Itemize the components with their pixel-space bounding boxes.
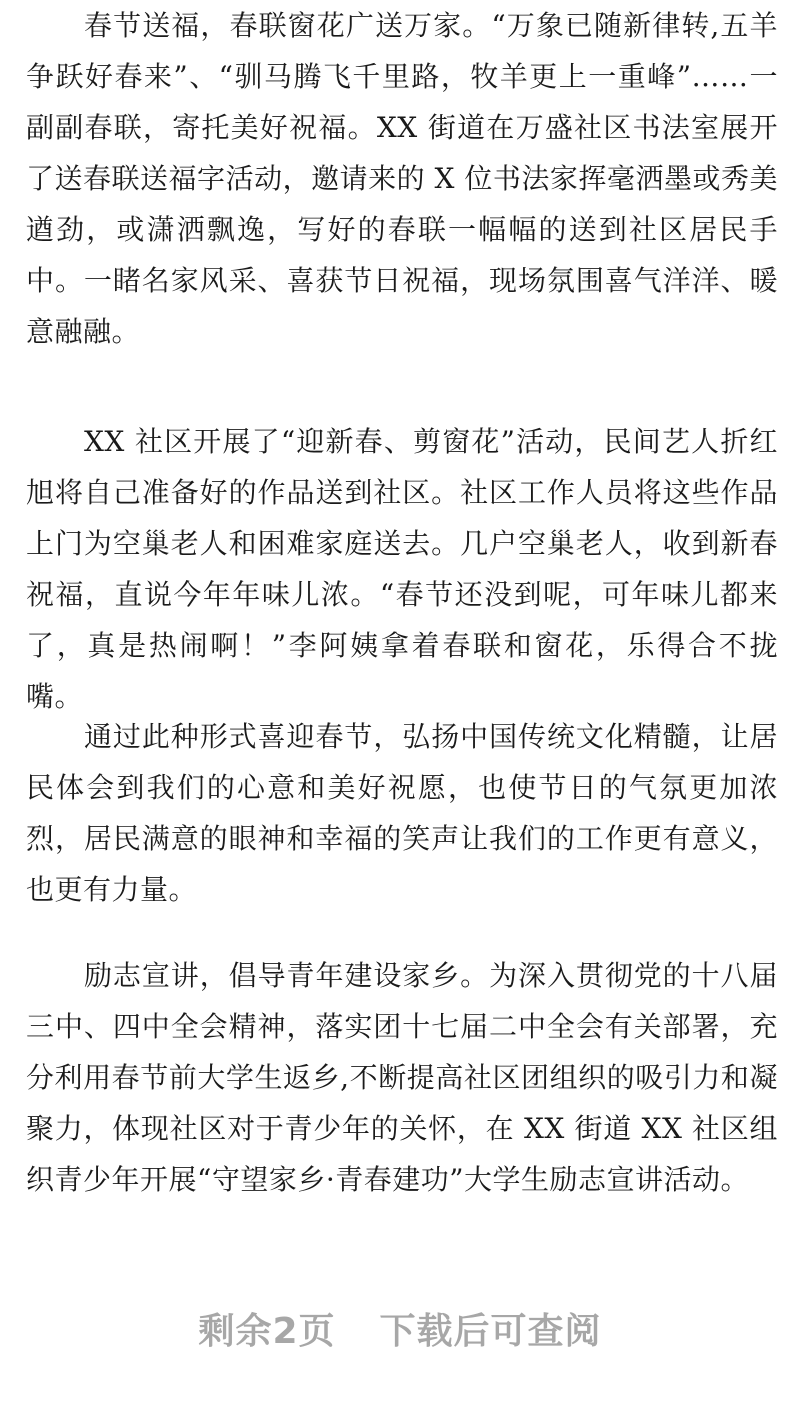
paragraph-youth-lecture: 励志宣讲，倡导青年建设家乡。为深入贯彻党的十八届三中、四中全会精神，落实团十七届二中全会有关部署，充分利用春节前大学生返乡,不断提高社区团组织的吸引力和凝聚力，体现社区对于青少年的关怀，在 XX 街道 XX 社区组织青少年开展“守望家乡·青春建功”大学生励志宣讲活动。 [26, 959, 778, 1196]
remaining-pages-label: 剩余2页 [198, 1311, 336, 1352]
paragraph-tradition: 通过此种形式喜迎春节，弘扬中国传统文化精髓，让居民体会到我们的心意和美好祝愿，也使节日的气氛更加浓烈，居民满意的眼神和幸福的笑声让我们的工作更有意义，也更有力量。 [26, 720, 778, 906]
paragraph-paper-cutting: XX 社区开展了“迎新春、剪窗花”活动，民间艺人折红旭将自己准备好的作品送到社区。社区工作人员将这些作品上门为空巢老人和困难家庭送去。几户空巢老人，收到新春祝福，直说今年年味儿浓。“春节还没到呢，可年味儿都来了，真是热闹啊！”李阿姨拿着春联和窗花，乐得合不拢嘴。 [26, 425, 778, 713]
download-prompt[interactable] [0, 1303, 800, 1354]
download-hint-label: 下载后可查阅 [379, 1311, 602, 1352]
paragraph-spring-couplets: 春节送福，春联窗花广送万家。“万象已随新律转,五羊争跃好春来”、“驯马腾飞千里路，牧羊更上一重峰”……一副副春联，寄托美好祝福。XX 街道在万盛社区书法室展开了送春联送福字活动，邀请来的 X 位书法家挥毫洒墨或秀美遒劲，或潇洒飘逸，写好的春联一幅幅的送到社区居民手中。一睹名家风采、喜获节日祝福，现场氛围喜气洋洋、暖意融融。 [26, 9, 778, 348]
